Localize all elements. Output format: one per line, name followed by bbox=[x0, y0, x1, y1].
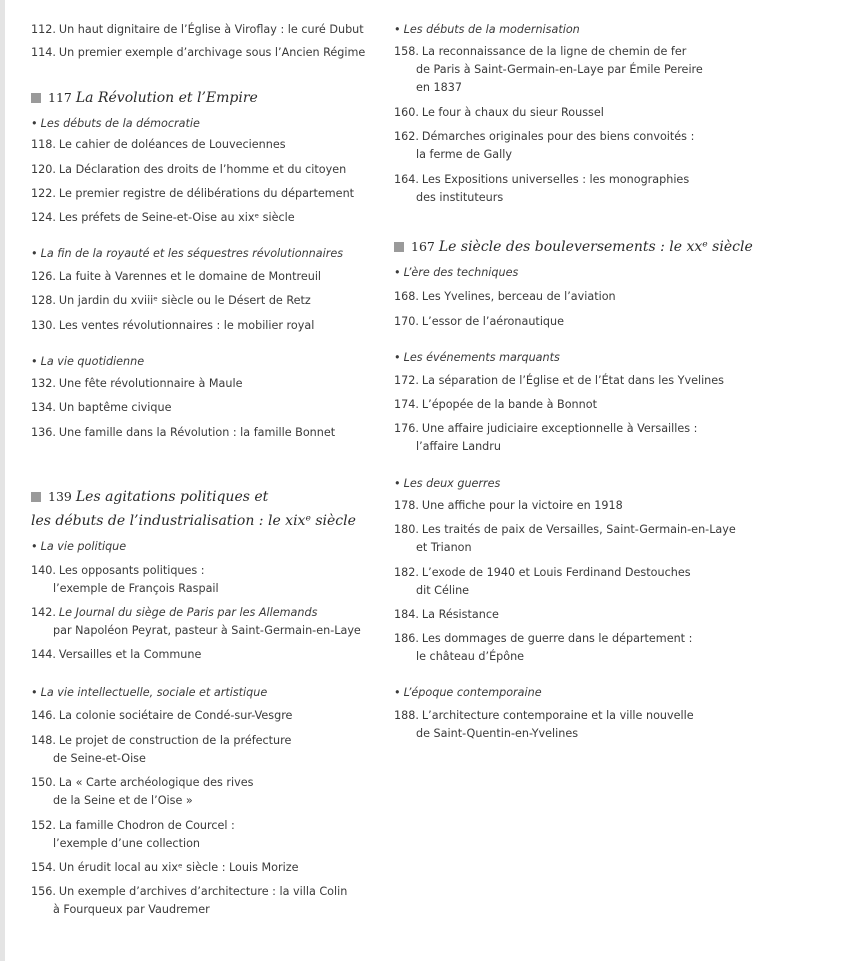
chapter-square-icon bbox=[31, 492, 41, 502]
section-title: Les deux guerres bbox=[403, 477, 501, 490]
section-heading bbox=[394, 475, 500, 493]
chapter-heading-167[interactable] bbox=[394, 234, 753, 260]
toc-entry[interactable] bbox=[31, 646, 201, 664]
entry-title: Démarches originales pour des biens convoités : bbox=[421, 130, 695, 143]
section-heading bbox=[31, 115, 200, 133]
entry-title: Les traités de paix de Versailles, Saint-Germain-en-Laye bbox=[421, 523, 736, 536]
page-number: 188. bbox=[394, 709, 419, 722]
entry-title: L’essor de l’aéronautique bbox=[421, 315, 564, 328]
entry-title: Les ventes révolutionnaires : le mobilier royal bbox=[58, 319, 315, 332]
entry-title: Le projet de construction de la préfecture bbox=[58, 734, 292, 747]
chapter-title: La Révolution et l’Empire bbox=[75, 90, 258, 106]
toc-entry[interactable] bbox=[394, 521, 736, 557]
entry-title: Une fête révolutionnaire à Maule bbox=[58, 377, 243, 390]
page-number: 122. bbox=[31, 187, 56, 200]
section-title: Les débuts de la modernisation bbox=[403, 23, 580, 36]
page-number: 184. bbox=[394, 608, 419, 621]
entry-title: Un jardin du xviiiᵉ siècle ou le Désert de Retz bbox=[58, 294, 311, 307]
section-heading bbox=[394, 684, 542, 702]
chapter-square-icon bbox=[394, 242, 404, 252]
toc-entry[interactable] bbox=[31, 136, 286, 154]
entry-title: La « Carte archéologique des rives bbox=[58, 776, 254, 789]
toc-entry[interactable] bbox=[31, 604, 361, 640]
toc-entry[interactable] bbox=[31, 424, 335, 442]
entry-title-continued: de la Seine et de l’Oise » bbox=[53, 794, 193, 807]
toc-entry[interactable] bbox=[31, 209, 295, 227]
page-number: 146. bbox=[31, 709, 56, 722]
entry-title: Les dommages de guerre dans le département : bbox=[421, 632, 693, 645]
section-heading bbox=[394, 349, 560, 367]
entry-title-continued: de Seine-et-Oise bbox=[53, 752, 146, 765]
page-number: 150. bbox=[31, 776, 56, 789]
section-title: L’ère des techniques bbox=[403, 266, 519, 279]
entry-title: Versailles et la Commune bbox=[58, 648, 202, 661]
toc-entry[interactable] bbox=[31, 292, 311, 310]
toc-entry[interactable] bbox=[31, 707, 292, 725]
entry-title: La séparation de l’Église et de l’État dans les Yvelines bbox=[421, 374, 724, 387]
entry-title: Une affiche pour la victoire en 1918 bbox=[421, 499, 623, 512]
page-number: 130. bbox=[31, 319, 56, 332]
bullet-icon: • bbox=[394, 477, 401, 490]
page-number: 160. bbox=[394, 106, 419, 119]
bullet-icon: • bbox=[394, 23, 401, 36]
page-number: 124. bbox=[31, 211, 56, 224]
page-number: 142. bbox=[31, 606, 56, 619]
toc-entry[interactable] bbox=[394, 104, 604, 122]
toc-entry[interactable] bbox=[31, 732, 291, 768]
chapter-heading-139[interactable] bbox=[31, 484, 268, 510]
page-number: 172. bbox=[394, 374, 419, 387]
toc-entry[interactable] bbox=[31, 268, 321, 286]
chapter-heading-139-line2 bbox=[31, 509, 356, 534]
toc-entry[interactable] bbox=[394, 630, 692, 666]
toc-entry[interactable] bbox=[31, 161, 346, 179]
page-number: 134. bbox=[31, 401, 56, 414]
bullet-icon: • bbox=[394, 686, 401, 699]
section-title: La vie politique bbox=[40, 540, 127, 553]
entry-title: Le four à chaux du sieur Roussel bbox=[421, 106, 604, 119]
section-heading bbox=[394, 21, 580, 39]
toc-entry[interactable] bbox=[394, 396, 597, 414]
page-number: 126. bbox=[31, 270, 56, 283]
entry-title-continued: des instituteurs bbox=[416, 191, 504, 204]
page-number: 154. bbox=[31, 861, 56, 874]
entry-title-continued: dit Céline bbox=[416, 584, 470, 597]
toc-entry[interactable] bbox=[394, 497, 623, 515]
entry-title-continued: et Trianon bbox=[416, 541, 472, 554]
page-number: 182. bbox=[394, 566, 419, 579]
chapter-title-line2: les débuts de l’industrialisation : le xixᵉ siècle bbox=[31, 513, 356, 529]
page-number: 168. bbox=[394, 290, 419, 303]
toc-entry[interactable] bbox=[31, 21, 364, 39]
page-number: 164. bbox=[394, 173, 419, 186]
bullet-icon: • bbox=[31, 686, 38, 699]
entry-title: La Déclaration des droits de l’homme et du citoyen bbox=[58, 163, 347, 176]
chapter-page: 117 bbox=[48, 90, 72, 105]
toc-entry[interactable] bbox=[31, 774, 253, 810]
entry-title: L’épopée de la bande à Bonnot bbox=[421, 398, 597, 411]
section-title: Les événements marquants bbox=[403, 351, 560, 364]
entry-title-continued: l’exemple d’une collection bbox=[53, 837, 201, 850]
entry-title: Un baptême civique bbox=[58, 401, 172, 414]
toc-entry[interactable] bbox=[394, 171, 689, 207]
toc-entry[interactable] bbox=[394, 606, 499, 624]
section-heading bbox=[31, 353, 144, 371]
chapter-page: 139 bbox=[48, 489, 72, 504]
page-number: 156. bbox=[31, 885, 56, 898]
page-number: 118. bbox=[31, 138, 56, 151]
entry-title: Une famille dans la Révolution : la famille Bonnet bbox=[58, 426, 336, 439]
page-number: 148. bbox=[31, 734, 56, 747]
entry-title: La colonie sociétaire de Condé-sur-Vesgre bbox=[58, 709, 293, 722]
entry-title-continued: l’affaire Landru bbox=[416, 440, 501, 453]
page-number: 170. bbox=[394, 315, 419, 328]
page-number: 112. bbox=[31, 23, 56, 36]
toc-entry[interactable] bbox=[394, 420, 697, 456]
toc-entry[interactable] bbox=[394, 707, 694, 743]
toc-entry[interactable] bbox=[31, 883, 347, 919]
page-number: 140. bbox=[31, 564, 56, 577]
section-title: La vie intellectuelle, sociale et artistique bbox=[40, 686, 268, 699]
page-number: 114. bbox=[31, 46, 56, 59]
entry-title: La Résistance bbox=[421, 608, 499, 621]
page-number: 178. bbox=[394, 499, 419, 512]
bullet-icon: • bbox=[31, 117, 38, 130]
entry-title: Les Expositions universelles : les monographies bbox=[421, 173, 690, 186]
bullet-icon: • bbox=[394, 266, 401, 279]
entry-title-continued: l’exemple de François Raspail bbox=[53, 582, 219, 595]
entry-title: Un exemple d’archives d’architecture : la villa Colin bbox=[58, 885, 348, 898]
bullet-icon: • bbox=[394, 351, 401, 364]
section-title: La vie quotidienne bbox=[40, 355, 145, 368]
entry-title: L’architecture contemporaine et la ville nouvelle bbox=[421, 709, 694, 722]
section-heading bbox=[394, 264, 518, 282]
page-number: 158. bbox=[394, 45, 419, 58]
toc-entry[interactable] bbox=[31, 399, 172, 417]
entry-title-continued: de Saint-Quentin-en-Yvelines bbox=[416, 727, 579, 740]
page-number: 162. bbox=[394, 130, 419, 143]
entry-title: Un érudit local au xixᵉ siècle : Louis Morize bbox=[58, 861, 299, 874]
entry-title-continued: le château d’Épône bbox=[416, 650, 525, 663]
entry-title-continued: à Fourqueux par Vaudremer bbox=[53, 903, 210, 916]
entry-title: La fuite à Varennes et le domaine de Montreuil bbox=[58, 270, 322, 283]
section-heading bbox=[31, 538, 126, 556]
section-title: Les débuts de la démocratie bbox=[40, 117, 200, 130]
chapter-title: Le siècle des bouleversements : le xxᵉ siècle bbox=[438, 239, 753, 255]
toc-entry[interactable] bbox=[394, 313, 564, 331]
chapter-page: 167 bbox=[411, 239, 435, 254]
entry-title: Une affaire judiciaire exceptionnelle à Versailles : bbox=[421, 422, 698, 435]
section-heading bbox=[31, 245, 343, 263]
toc-entry[interactable] bbox=[31, 562, 219, 598]
page-binding-edge bbox=[0, 0, 5, 961]
bullet-icon: • bbox=[31, 540, 38, 553]
entry-title: La famille Chodron de Courcel : bbox=[58, 819, 235, 832]
entry-title: Le premier registre de délibérations du département bbox=[58, 187, 355, 200]
page-number: 132. bbox=[31, 377, 56, 390]
bullet-icon: • bbox=[31, 355, 38, 368]
page-number: 144. bbox=[31, 648, 56, 661]
section-title: La fin de la royauté et les séquestres révolutionnaires bbox=[40, 247, 344, 260]
chapter-heading-117[interactable] bbox=[31, 85, 258, 111]
entry-title-continued: en 1837 bbox=[416, 81, 463, 94]
page-number: 128. bbox=[31, 294, 56, 307]
toc-entry[interactable] bbox=[394, 372, 724, 390]
entry-title: Les préfets de Seine-et-Oise au xixᵉ siècle bbox=[58, 211, 295, 224]
page-number: 174. bbox=[394, 398, 419, 411]
entry-title: Un haut dignitaire de l’Église à Viroflay : le curé Dubut bbox=[58, 23, 364, 36]
toc-entry[interactable] bbox=[394, 43, 703, 97]
section-title: L’époque contemporaine bbox=[403, 686, 542, 699]
entry-title: Le cahier de doléances de Louveciennes bbox=[58, 138, 286, 151]
toc-entry[interactable] bbox=[394, 564, 691, 600]
page-number: 136. bbox=[31, 426, 56, 439]
entry-title-continued: de Paris à Saint-Germain-en-Laye par Émile Pereire bbox=[416, 63, 703, 76]
toc-entry[interactable] bbox=[31, 375, 242, 393]
toc-entry[interactable] bbox=[394, 288, 616, 306]
entry-title: Les opposants politiques : bbox=[58, 564, 205, 577]
chapter-square-icon bbox=[31, 93, 41, 103]
section-heading bbox=[31, 684, 267, 702]
page-number: 176. bbox=[394, 422, 419, 435]
bullet-icon: • bbox=[31, 247, 38, 260]
entry-title-continued: la ferme de Gally bbox=[416, 148, 512, 161]
entry-title-italic: Le Journal du siège de Paris par les Allemands bbox=[58, 606, 318, 619]
toc-entry[interactable] bbox=[31, 859, 298, 877]
page-number: 180. bbox=[394, 523, 419, 536]
toc-entry[interactable] bbox=[394, 128, 694, 164]
entry-title: L’exode de 1940 et Louis Ferdinand Destouches bbox=[421, 566, 691, 579]
page-number: 186. bbox=[394, 632, 419, 645]
chapter-title-line1: Les agitations politiques et bbox=[75, 489, 269, 505]
entry-title: Les Yvelines, berceau de l’aviation bbox=[421, 290, 616, 303]
toc-entry[interactable] bbox=[31, 44, 365, 62]
toc-entry[interactable] bbox=[31, 817, 235, 853]
toc-entry[interactable] bbox=[31, 185, 354, 203]
entry-title: La reconnaissance de la ligne de chemin de fer bbox=[421, 45, 687, 58]
page-number: 152. bbox=[31, 819, 56, 832]
entry-title: Un premier exemple d’archivage sous l’Ancien Régime bbox=[58, 46, 366, 59]
page-number: 120. bbox=[31, 163, 56, 176]
entry-title-continued: par Napoléon Peyrat, pasteur à Saint-Germain-en-Laye bbox=[53, 624, 361, 637]
toc-entry[interactable] bbox=[31, 317, 314, 335]
